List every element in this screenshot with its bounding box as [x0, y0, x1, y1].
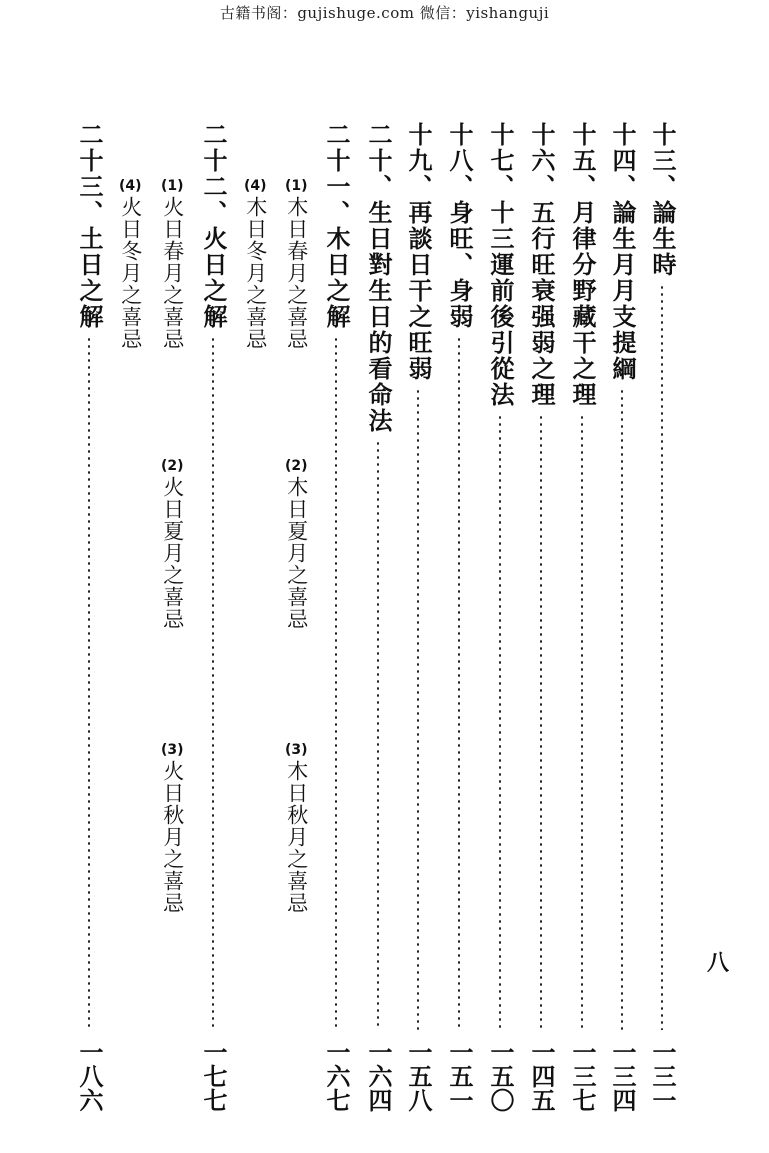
sub-entry-label: 火日夏月之喜忌: [160, 476, 185, 630]
sub-entry-number: (1): [285, 178, 308, 194]
toc-entry-title: 十九、再談日干之旺弱: [404, 122, 433, 382]
sub-entry-number: (4): [244, 178, 267, 194]
sub-entry-number: (3): [285, 742, 308, 758]
toc-entry-title: 二十一、木日之解: [322, 122, 351, 330]
toc-entry-14[interactable]: [608, 122, 637, 1112]
dot-leader: [417, 388, 419, 1030]
sub-entry-wood-1[interactable]: [285, 178, 308, 350]
toc-entry-title: 十七、十三運前後引從法: [486, 122, 515, 408]
toc-entry-title: 十六、五行旺衰强弱之理: [527, 122, 556, 408]
dot-leader: [581, 414, 583, 1030]
sub-entry-wood-3[interactable]: [285, 742, 308, 914]
sub-entry-label: 火日秋月之喜忌: [160, 760, 185, 914]
toc-entry-title: 十三、論生時: [648, 122, 677, 278]
toc-page-number: 一三一: [648, 1040, 677, 1112]
dot-leader: [540, 414, 542, 1030]
sub-entry-label: 木日春月之喜忌: [284, 196, 309, 350]
dot-leader: [377, 440, 379, 1030]
toc-page-number: 一五八: [404, 1040, 433, 1112]
toc-entry-18[interactable]: [445, 122, 474, 1112]
sub-entry-fire-3[interactable]: [161, 742, 184, 914]
sub-entry-fire-4[interactable]: [119, 178, 142, 350]
dot-leader: [661, 284, 663, 1030]
toc-entry-19[interactable]: [404, 122, 433, 1112]
toc-entry-title: 十五、月律分野藏干之理: [568, 122, 597, 408]
toc-entry-title: 二十二、火日之解: [199, 122, 228, 330]
dot-leader: [212, 336, 214, 1030]
dot-leader: [335, 336, 337, 1030]
toc-entry-16[interactable]: [527, 122, 556, 1112]
sub-entry-wood-2[interactable]: [285, 458, 308, 630]
sub-entry-number: (2): [161, 458, 184, 474]
toc-entry-title: 十四、論生月月支提綱: [608, 122, 637, 382]
toc-page-number: 一五〇: [486, 1040, 515, 1112]
sub-entry-wood-4[interactable]: [244, 178, 267, 350]
toc-entry-title: 二十三、土日之解: [75, 122, 104, 330]
toc-entry-title: 二十、生日對生日的看命法: [364, 122, 393, 434]
toc-page-number: 一四五: [527, 1040, 556, 1112]
sub-entry-fire-2[interactable]: [161, 458, 184, 630]
toc-entry-17[interactable]: [486, 122, 515, 1112]
sub-entry-label: 火日春月之喜忌: [160, 196, 185, 350]
sub-entry-label: 木日冬月之喜忌: [243, 196, 268, 350]
toc-entry-23[interactable]: [75, 122, 104, 1112]
sub-entry-label: 木日秋月之喜忌: [284, 760, 309, 914]
toc-entry-22[interactable]: [199, 122, 228, 1112]
sub-entry-number: (3): [161, 742, 184, 758]
sub-entry-number: (4): [119, 178, 142, 194]
dot-leader: [621, 388, 623, 1030]
toc-page-number: 一六四: [364, 1040, 393, 1112]
dot-leader: [458, 336, 460, 1030]
folio-page-number: 八: [707, 950, 730, 976]
sub-entry-label: 火日冬月之喜忌: [118, 196, 143, 350]
toc-entry-20[interactable]: [364, 122, 393, 1112]
sub-entry-number: (1): [161, 178, 184, 194]
watermark: 古籍书阁：gujishuge.com 微信：yishanguji: [219, 4, 550, 22]
toc-entry-13[interactable]: [648, 122, 677, 1112]
dot-leader: [88, 336, 90, 1030]
sub-entry-number: (2): [285, 458, 308, 474]
sub-entry-fire-1[interactable]: [161, 178, 184, 350]
toc-entry-15[interactable]: [568, 122, 597, 1112]
dot-leader: [499, 414, 501, 1030]
toc-page-number: 一七七: [199, 1040, 228, 1112]
toc-page-number: 一五一: [445, 1040, 474, 1112]
toc-entry-21[interactable]: [322, 122, 351, 1112]
toc-entry-title: 十八、身旺、身弱: [445, 122, 474, 330]
sub-entry-label: 木日夏月之喜忌: [284, 476, 309, 630]
toc-page-number: 一三四: [608, 1040, 637, 1112]
toc-page-number: 一三七: [568, 1040, 597, 1112]
toc-page-number: 一八六: [75, 1040, 104, 1112]
toc-page-number: 一六七: [322, 1040, 351, 1112]
